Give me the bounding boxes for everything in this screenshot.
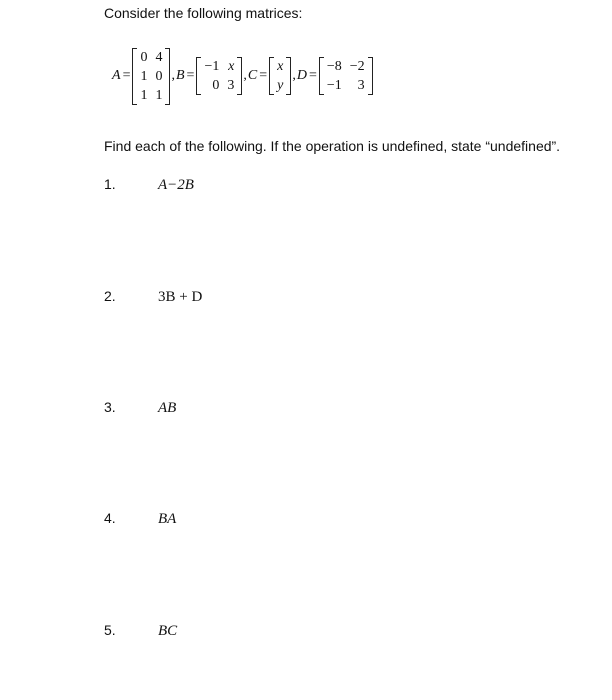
problem-expression: BA (158, 511, 177, 527)
matrix-d-cell: −1 (326, 78, 342, 93)
matrix-c-cell: y (277, 78, 284, 93)
matrix-c-equals: = (259, 68, 268, 83)
matrix-a-label: A (112, 68, 121, 83)
problem-item (104, 176, 194, 194)
matrix-d-cell: 3 (357, 78, 365, 93)
matrix-d-cell: −8 (326, 59, 342, 74)
matrix-b-label: B (175, 68, 185, 83)
matrix-a-cell: 0 (140, 49, 148, 65)
problem-expression: A−2B (158, 177, 194, 193)
problem-item (104, 399, 176, 417)
matrix-a-cell: 1 (140, 68, 148, 84)
problem-number: 1. (104, 176, 116, 192)
problem-number: 4. (104, 510, 116, 526)
intro-text: Consider the following matrices: (104, 5, 303, 21)
matrix-b-cell: −1 (204, 59, 220, 74)
problem-expression: 3B + D (158, 289, 203, 305)
matrix-d-cell: −2 (349, 59, 365, 74)
problem-item (104, 510, 176, 528)
matrix-b-cell: 3 (227, 78, 235, 93)
problem-item (104, 288, 202, 306)
problem-number: 3. (104, 399, 116, 415)
matrix-c-cell: x (277, 59, 284, 74)
matrix-a-cell: 1 (155, 87, 163, 103)
matrix-a-cell: 0 (155, 68, 163, 84)
problem-expression: BC (158, 623, 178, 639)
matrix-a-cell: 4 (155, 49, 163, 65)
separator-comma: , (243, 68, 247, 83)
problem-number: 5. (104, 622, 116, 638)
separator-comma: , (292, 68, 296, 83)
problem-expression: AB (158, 400, 177, 416)
problem-number: 2. (104, 288, 116, 304)
matrix-b-cell: x (228, 59, 235, 74)
matrix-d-label: D (296, 68, 307, 83)
instruction-text: Find each of the following. If the operation is undefined, state “undefined”. (104, 138, 561, 154)
matrix-c-label: C (247, 68, 258, 83)
matrix-b-equals: = (186, 68, 195, 83)
matrix-a-cell: 1 (140, 87, 148, 103)
matrix-a-equals: = (122, 68, 131, 83)
separator-comma: , (171, 68, 175, 83)
matrix-b-cell: 0 (212, 78, 220, 93)
matrix-d-equals: = (308, 68, 317, 83)
problem-item (104, 622, 177, 640)
